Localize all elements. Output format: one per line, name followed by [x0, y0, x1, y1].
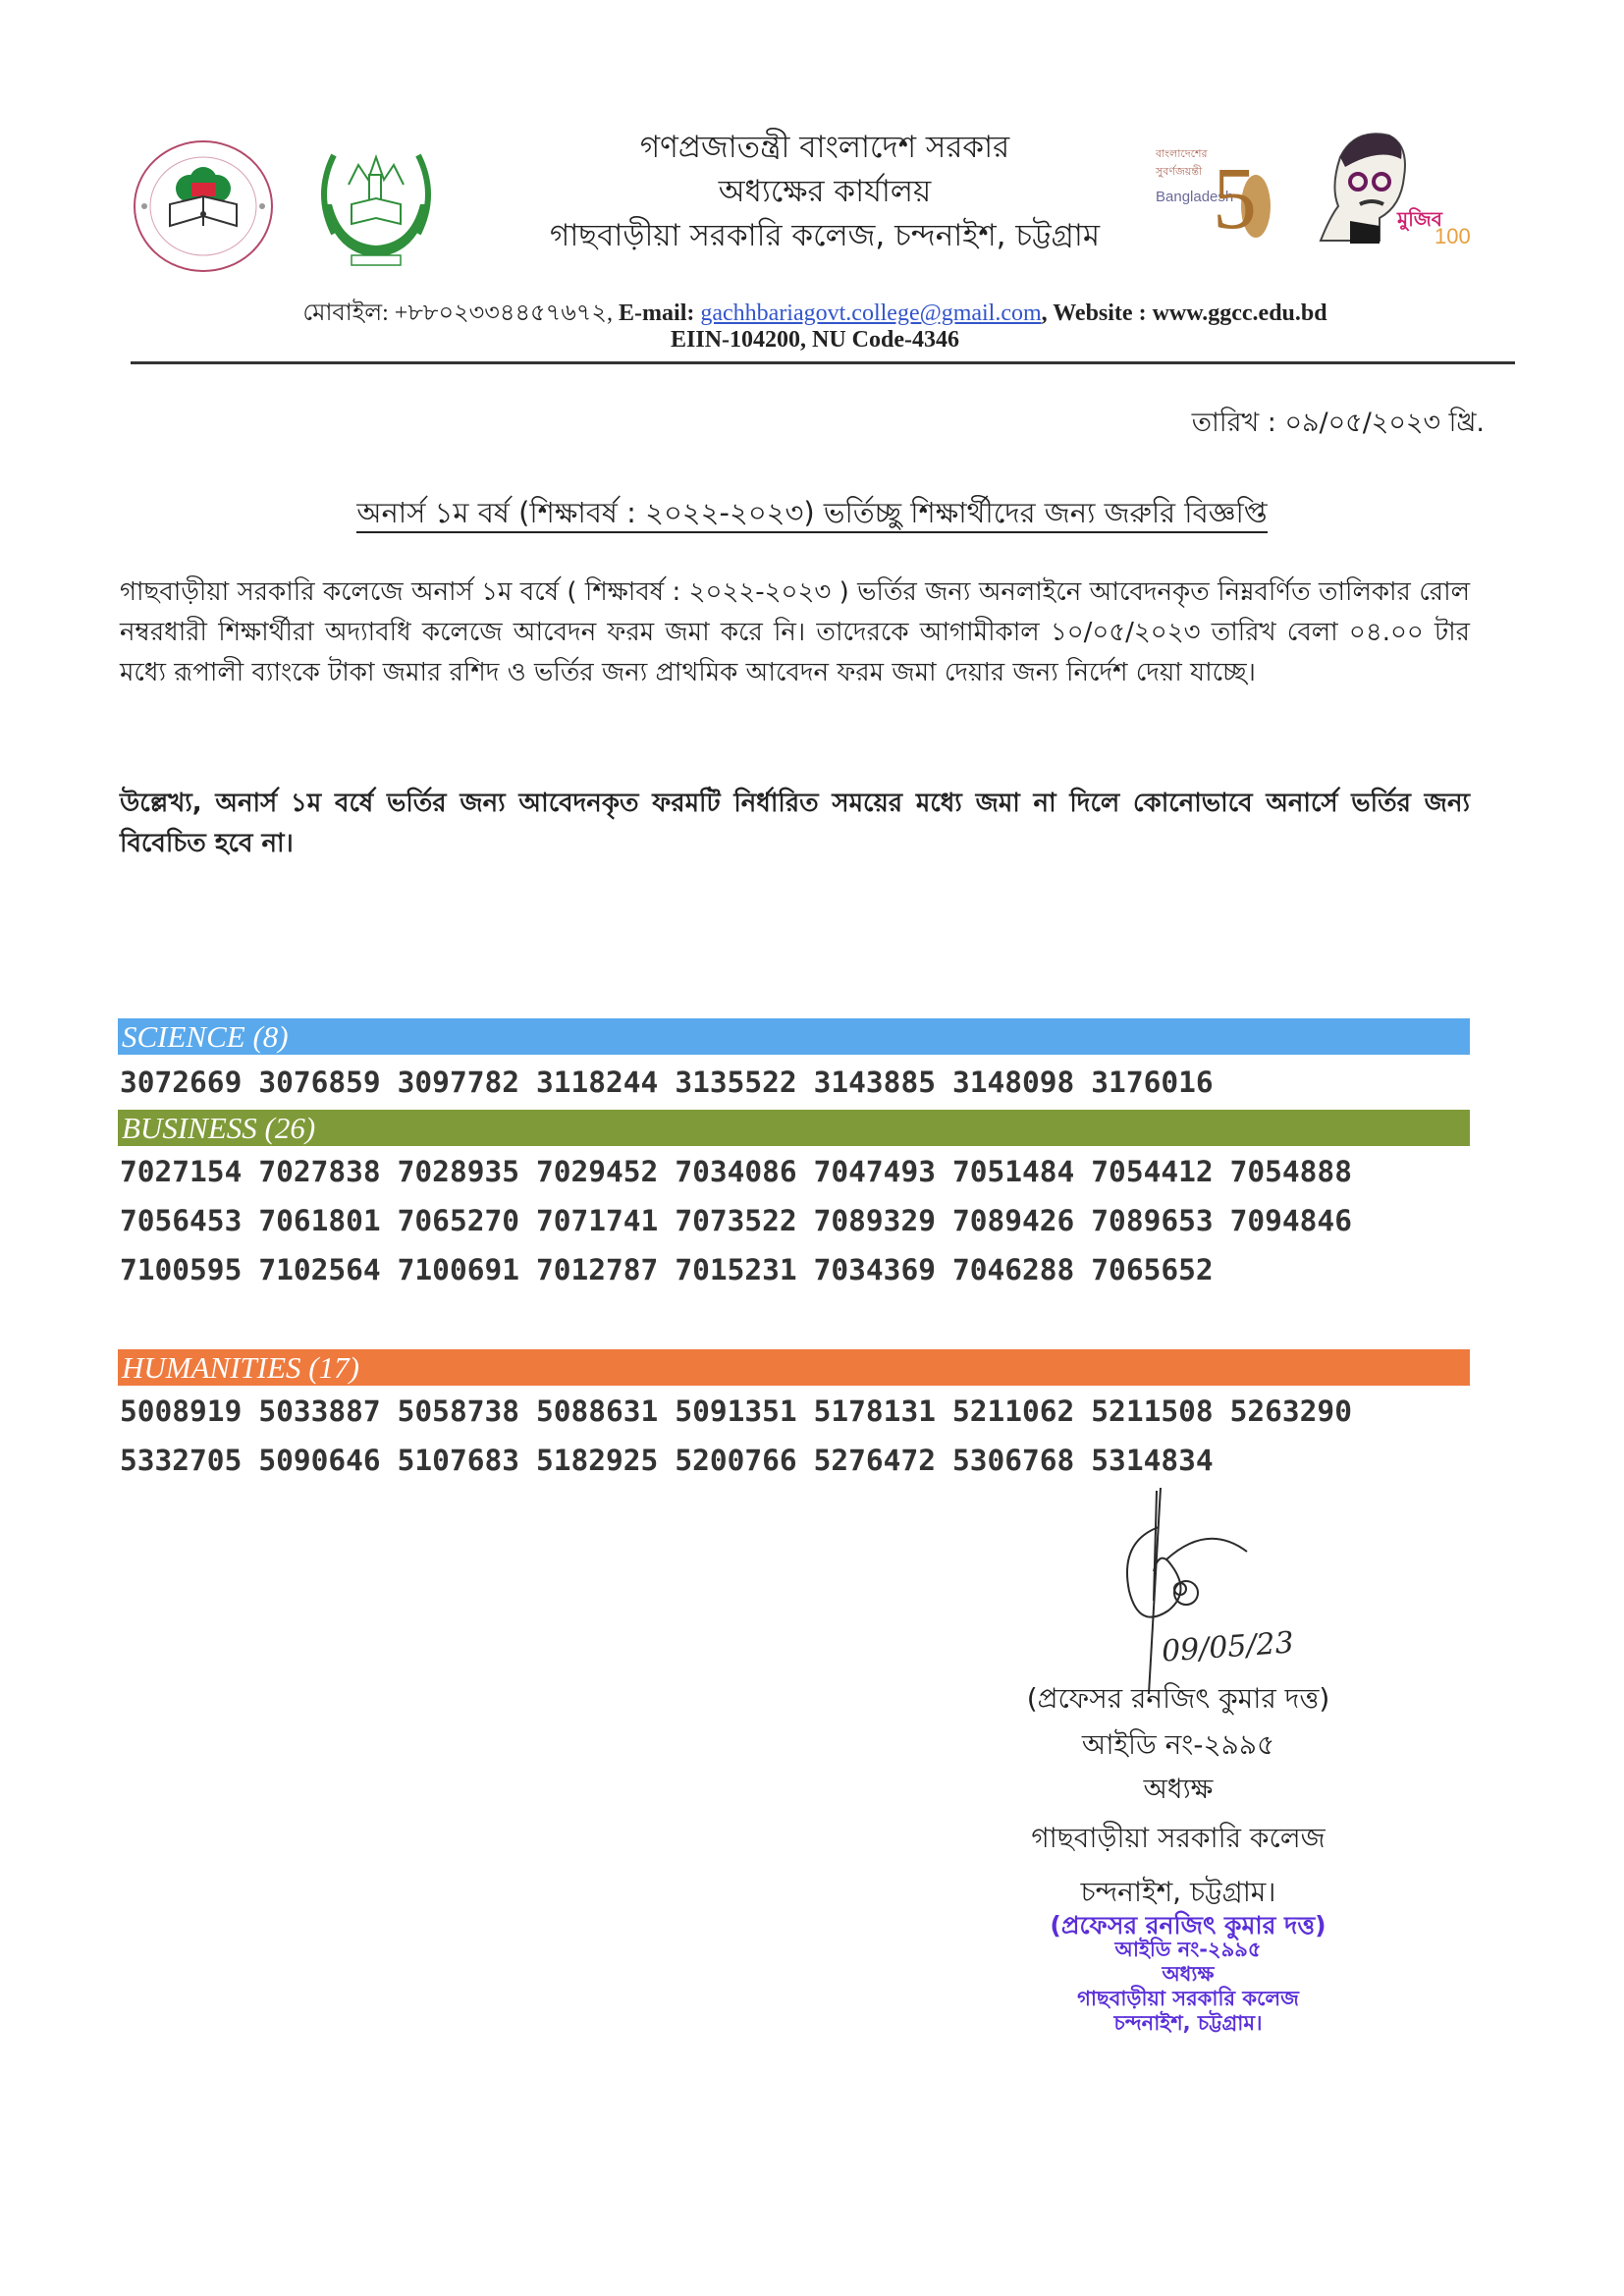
svg-text:Bangladesh: Bangladesh	[1156, 189, 1234, 205]
svg-text:সুবর্ণজয়ন্তী: সুবর্ণজয়ন্তী	[1156, 165, 1203, 178]
notice-title-text: অনার্স ১ম বর্ষ (শিক্ষাবর্ষ : ২০২২-২০২৩) ভর্তিচ্ছু শিক্ষার্থীদের জন্য জরুরি বিজ্ঞপ্তি	[356, 496, 1267, 533]
roll-number: 7054412	[1091, 1155, 1214, 1188]
roll-list-science	[120, 1058, 1396, 1107]
section-header-business: BUSINESS (26)	[118, 1110, 1470, 1146]
roll-number: 7100595	[120, 1253, 243, 1286]
email-link[interactable]: gachhbariagovt.college@gmail.com	[700, 301, 1042, 326]
website-link[interactable]: www.ggcc.edu.bd	[1152, 301, 1327, 326]
government-header	[550, 126, 1100, 258]
roll-number: 5178131	[813, 1394, 936, 1428]
signatory-id: আইডি নং-২৯৯৫	[1081, 1728, 1275, 1761]
roll-list-business	[120, 1147, 1396, 1294]
roll-number: 3148098	[951, 1066, 1075, 1099]
roll-number: 3072669	[120, 1066, 243, 1099]
roll-number: 7089653	[1091, 1204, 1214, 1237]
roll-number: 3176016	[1091, 1066, 1214, 1099]
roll-number: 7056453	[120, 1204, 243, 1237]
bangladesh-50-logo	[1154, 128, 1272, 246]
roll-number: 5211508	[1091, 1394, 1214, 1428]
college-crest-logo	[304, 136, 448, 271]
stamp-line-name: (প্রফেসর রনজিৎ কুমার দত্ত)	[1050, 1911, 1326, 1940]
roll-number: 5276472	[813, 1444, 936, 1477]
roll-number: 7027154	[120, 1155, 243, 1188]
stamp-line-id: আইডি নং-২৯৯৫	[1114, 1938, 1262, 1961]
notice-paragraph-2: উল্লেখ্য, অনার্স ১ম বর্ষে ভর্তির জন্য আবেদনকৃত ফরমটি নির্ধারিত সময়ের মধ্যে জমা না দিলে কোনোভাবে অনার্সে ভর্তির জন্য বিবেচিত হবে না।	[120, 789, 1470, 858]
roll-number: 7071741	[535, 1204, 659, 1237]
mobile-number: +৮৮০২৩৩৪৪৫৭৬৭২,	[394, 301, 614, 326]
roll-number: 5033887	[258, 1394, 381, 1428]
stamp-line-location: চন্দনাইশ, চট্টগ্রাম।	[1113, 2011, 1263, 2035]
roll-number: 7054888	[1229, 1155, 1352, 1188]
section-header-humanities: HUMANITIES (17)	[118, 1349, 1470, 1386]
roll-number: 7089426	[951, 1204, 1075, 1237]
svg-text:বাংলাদেশের: বাংলাদেশের	[1156, 147, 1208, 160]
roll-number: 7028935	[397, 1155, 519, 1188]
roll-number: 5332705	[120, 1444, 243, 1477]
roll-number: 7065270	[397, 1204, 519, 1237]
roll-number: 5182925	[535, 1444, 659, 1477]
roll-number: 7046288	[951, 1253, 1075, 1286]
svg-text:5: 5	[1213, 150, 1257, 247]
notice-title	[0, 491, 1624, 539]
roll-number: 7065652	[1091, 1253, 1214, 1286]
roll-number: 7047493	[813, 1155, 936, 1188]
roll-number: 3143885	[813, 1066, 936, 1099]
roll-number: 3135522	[675, 1066, 797, 1099]
roll-number: 7100691	[397, 1253, 519, 1286]
roll-number: 3097782	[397, 1066, 519, 1099]
email-label: E-mail:	[619, 301, 695, 326]
roll-number: 7015231	[675, 1253, 797, 1286]
roll-list-humanities	[120, 1387, 1396, 1485]
stamp-line-designation: অধ্যক্ষ	[1162, 1962, 1215, 1986]
roll-number: 7012787	[535, 1253, 659, 1286]
roll-number: 7061801	[258, 1204, 381, 1237]
roll-number: 5263290	[1229, 1394, 1352, 1428]
header-divider	[131, 361, 1515, 364]
roll-number: 5306768	[951, 1444, 1075, 1477]
signatory-college: গাছবাড়ীয়া সরকারি কলেজ	[1031, 1822, 1326, 1854]
education-emblem-logo	[131, 137, 276, 275]
handwritten-date: 09/05/23	[1160, 1625, 1295, 1669]
notice-paragraph-1: গাছবাড়ীয়া সরকারি কলেজে অনার্স ১ম বর্ষে ( শিক্ষাবর্ষ : ২০২২-২০২৩ ) ভর্তির জন্য অনলাইনে আবেদনকৃত নিম্নবর্ণিত তালিকার রোল নম্বরধারী শিক্ষার্থীরা অদ্যাবধি কলেজে আবেদন ফরম জমা করে নি। তাদেরকে আগামীকাল ১০/০৫/২০২৩ তারিখ বেলা ০৪.০০ টার মধ্যে রূপালী ব্যাংকে টাকা জমার রশিদ ও ভর্তির জন্য প্রাথমিক আবেদন ফরম জমা দেয়ার জন্য নির্দেশ দেয়া যাচ্ছে।	[120, 577, 1470, 687]
roll-number: 5088631	[535, 1394, 659, 1428]
roll-number: 7102564	[258, 1253, 381, 1286]
roll-number: 7089329	[813, 1204, 936, 1237]
roll-number: 7029452	[535, 1155, 659, 1188]
notice-date: তারিখ : ০৯/০৫/২০২৩ খ্রি.	[1191, 408, 1485, 438]
signatory-location: চন্দনাইশ, চট্টগ্রাম।	[1080, 1876, 1276, 1908]
roll-number: 5211062	[951, 1394, 1075, 1428]
roll-number: 5200766	[675, 1444, 797, 1477]
mobile-label: মোবাইল:	[302, 301, 389, 326]
eiin-nu-code: EIIN-104200, NU Code-4346	[671, 327, 959, 353]
gov-line-1: গণপ্রজাতন্ত্রী বাংলাদেশ সরকার	[639, 130, 1010, 165]
roll-number: 3076859	[258, 1066, 381, 1099]
roll-number: 5008919	[120, 1394, 243, 1428]
roll-number: 7027838	[258, 1155, 381, 1188]
stamp-line-college: গাছবাড়ীয়া সরকারি কলেজ	[1077, 1987, 1299, 2010]
section-header-science: SCIENCE (8)	[118, 1018, 1470, 1055]
handwritten-signature	[1100, 1483, 1326, 1709]
signatory-designation: অধ্যক্ষ	[1143, 1773, 1214, 1805]
roll-number: 7073522	[675, 1204, 797, 1237]
signatory-name: (প্রফেসর রনজিৎ কুমার দত্ত)	[1026, 1682, 1330, 1715]
svg-text:মুজিব: মুজিব	[1397, 207, 1442, 231]
roll-number: 7034369	[813, 1253, 936, 1286]
mujib-100-logo	[1311, 128, 1471, 255]
roll-number: 7034086	[675, 1155, 797, 1188]
roll-number: 7051484	[951, 1155, 1075, 1188]
website-label: , Website :	[1041, 301, 1147, 326]
roll-number: 5107683	[397, 1444, 519, 1477]
roll-number: 5058738	[397, 1394, 519, 1428]
roll-number: 5314834	[1091, 1444, 1214, 1477]
roll-number: 5090646	[258, 1444, 381, 1477]
official-seal-stamp	[1001, 1913, 1375, 2036]
gov-line-2: অধ্যক্ষের কার্যালয়	[718, 173, 932, 209]
roll-number: 7094846	[1229, 1204, 1352, 1237]
svg-text:100: 100	[1435, 224, 1471, 248]
roll-number: 5091351	[675, 1394, 797, 1428]
roll-number: 3118244	[535, 1066, 659, 1099]
gov-line-3: গাছবাড়ীয়া সরকারি কলেজ, চন্দনাইশ, চট্টগ্রাম	[550, 217, 1101, 253]
